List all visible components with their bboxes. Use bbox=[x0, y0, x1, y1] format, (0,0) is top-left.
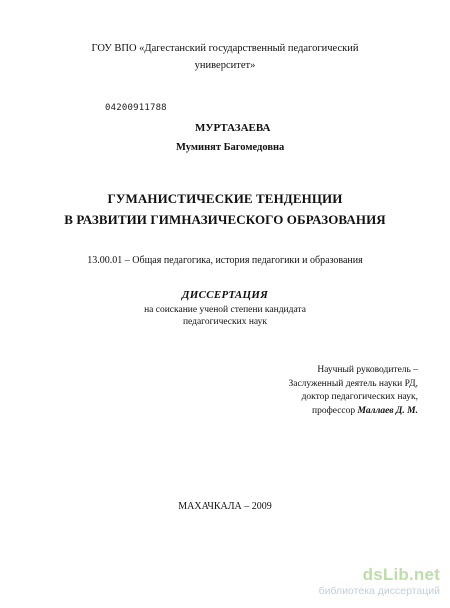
dissertation-title-line-2: В РАЗВИТИИ ГИМНАЗИЧЕСКОГО ОБРАЗОВАНИЯ bbox=[64, 212, 386, 227]
supervisor-name: Маллаев Д. М. bbox=[357, 405, 418, 416]
degree-description bbox=[0, 304, 450, 328]
document-type: ДИССЕРТАЦИЯ bbox=[181, 289, 269, 301]
supervisor-line-1: Научный руководитель – bbox=[317, 365, 418, 375]
degree-line-2: педагогических наук bbox=[182, 317, 268, 327]
dslib-watermark bbox=[319, 566, 440, 597]
author-surname: МУРТАЗАЕВА bbox=[195, 122, 271, 134]
supervisor-line-3: доктор педагогических наук, bbox=[301, 392, 418, 402]
institution-line-2: университет» bbox=[194, 60, 256, 71]
supervisor-line-4 bbox=[288, 405, 418, 419]
supervisor-block bbox=[288, 364, 418, 418]
city-year: МАХАЧКАЛА – 2009 bbox=[178, 501, 272, 512]
dissertation-title-line-1: ГУМАНИСТИЧЕСКИЕ ТЕНДЕНЦИИ bbox=[107, 191, 343, 206]
institution-line-1: ГОУ ВПО «Дагестанский государственный педагогический bbox=[91, 43, 359, 54]
inventory-number: 04200911788 bbox=[105, 103, 167, 113]
supervisor-title: профессор bbox=[312, 405, 356, 416]
degree-line-1: на соискание ученой степени кандидата bbox=[144, 305, 306, 315]
author-name: Муминят Багомедовна bbox=[176, 142, 285, 153]
institution-name bbox=[0, 40, 450, 74]
watermark-logo: dsLib.net bbox=[362, 565, 440, 584]
supervisor-line-2: Заслуженный деятель науки РД, bbox=[288, 378, 418, 389]
specialty-code: 13.00.01 – Общая педагогика, история педагогики и образования bbox=[87, 255, 363, 266]
watermark-tagline: библиотека диссертаций bbox=[318, 585, 440, 597]
